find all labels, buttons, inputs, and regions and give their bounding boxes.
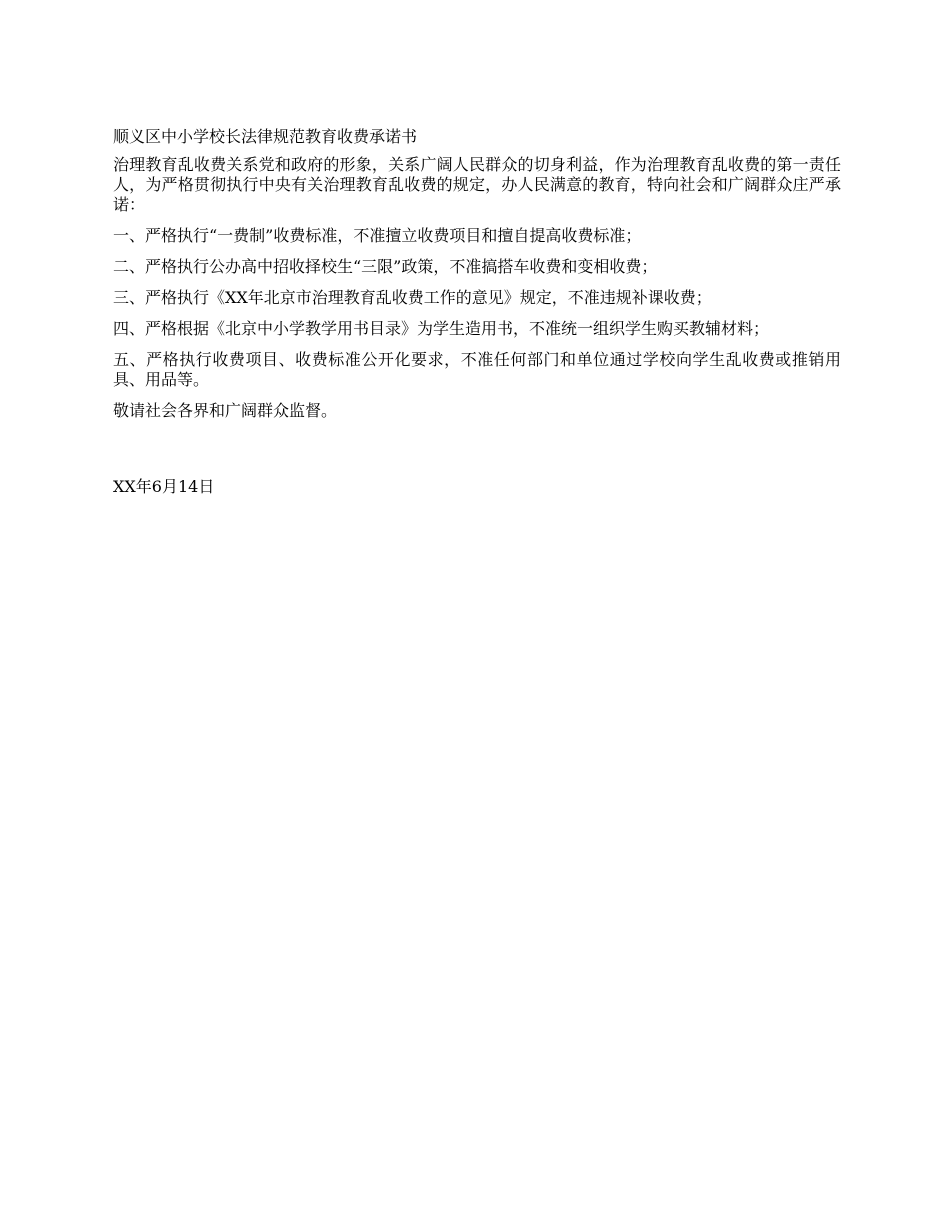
pledge-item-4: 四、严格根据《北京中小学教学用书目录》为学生造用书，不准统一组织学生购买教辅材料； bbox=[113, 319, 770, 338]
pledge-item-3: 三、严格执行《XX年北京市治理教育乱收费工作的意见》规定，不准违规补课收费； bbox=[113, 288, 712, 307]
intro-paragraph: 治理教育乱收费关系党和政府的形象，关系广阔人民群众的切身利益，作为治理教育乱收费的第一责任人，为严格贯彻执行中央有关治理教育乱收费的规定，办人民满意的教育，特向社会和广阔群众庄严承诺： bbox=[113, 155, 841, 214]
pledge-item-2: 二、严格执行公办高中招收择校生“三限”政策，不准搞搭车收费和变相收费； bbox=[113, 257, 658, 276]
closing-line: 敬请社会各界和广阔群众监督。 bbox=[113, 401, 338, 420]
pledge-item-1: 一、严格执行“一费制”收费标准，不准擅立收费项目和擅自提高收费标准； bbox=[113, 226, 642, 245]
pledge-item-5: 五、严格执行收费项目、收费标准公开化要求，不准任何部门和单位通过学校向学生乱收费或推销用具、用品等。 bbox=[113, 350, 841, 389]
document-title: 顺义区中小学校长法律规范教育收费承诺书 bbox=[113, 127, 418, 146]
document-date: XX年6月14日 bbox=[113, 477, 215, 496]
document-page bbox=[113, 126, 841, 497]
